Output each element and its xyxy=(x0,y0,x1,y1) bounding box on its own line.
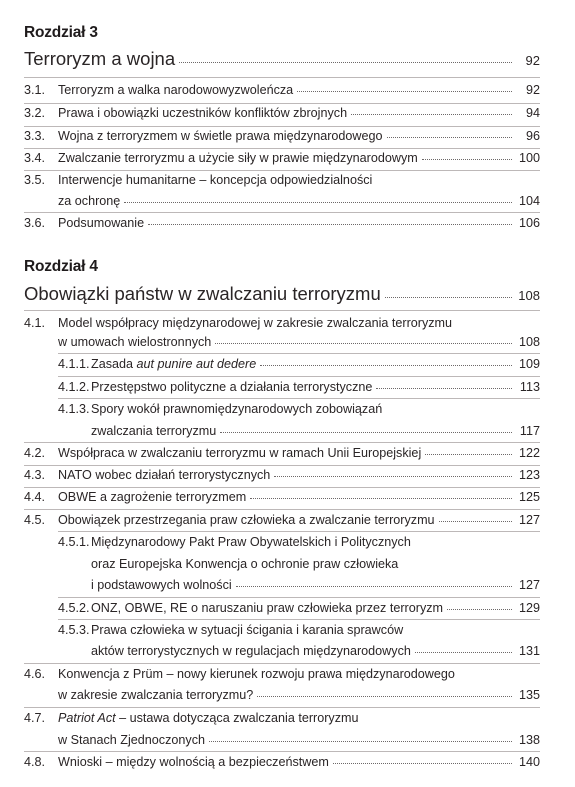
toc-entry-4-5-3-line1 xyxy=(58,623,540,637)
divider xyxy=(24,487,540,488)
entry-number: 4.1.2. xyxy=(58,380,90,394)
entry-page: 135 xyxy=(518,688,540,702)
entry-number: 3.5. xyxy=(24,173,46,187)
entry-title: Prawa człowieka w sytuacji ścigania i karania sprawców xyxy=(91,623,404,637)
entry-number: 4.1.3. xyxy=(58,402,90,416)
leader-dots xyxy=(415,652,512,653)
entry-number: 4.7. xyxy=(24,711,46,725)
entry-page: 122 xyxy=(518,446,540,460)
entry-number: 4.1. xyxy=(24,316,46,330)
divider xyxy=(24,465,540,466)
entry-title-continued: zwalczania terroryzmu xyxy=(91,424,217,438)
toc-entry-4-3 xyxy=(24,468,540,482)
entry-title: Interwencje humanitarne – koncepcja odpowiedzialności xyxy=(58,173,373,187)
leader-dots xyxy=(236,586,512,587)
divider xyxy=(24,310,540,311)
divider xyxy=(24,509,540,510)
divider xyxy=(24,442,540,443)
divider xyxy=(24,663,540,664)
entry-title: Przestępstwo polityczne a działania terrorystyczne xyxy=(91,380,373,394)
entry-number: 4.3. xyxy=(24,468,46,482)
toc-entry-4-1-3-line2 xyxy=(91,424,540,438)
entry-title: Konwencja z Prüm – nowy kierunek rozwoju prawa międzynarodowego xyxy=(58,667,455,681)
entry-number: 3.4. xyxy=(24,151,46,165)
leader-dots xyxy=(422,159,512,160)
entry-page: 94 xyxy=(525,106,540,120)
leader-dots xyxy=(220,432,512,433)
entry-number: 4.5.2. xyxy=(58,601,90,615)
entry-number: 4.5.3. xyxy=(58,623,90,637)
entry-title-continued: aktów terrorystycznych w regulacjach międzynarodowych xyxy=(91,644,411,658)
entry-number: 4.2. xyxy=(24,446,46,460)
toc-entry-3-3 xyxy=(24,129,540,143)
entry-title-plain: Zasada xyxy=(91,357,137,371)
divider xyxy=(24,77,540,78)
toc-entry-4-6-line2 xyxy=(58,688,540,702)
entry-page: 100 xyxy=(518,151,540,165)
entry-number: 4.1.1. xyxy=(58,357,90,371)
divider xyxy=(58,597,540,598)
divider xyxy=(24,170,540,171)
entry-title-italic: Patriot Act xyxy=(58,711,116,725)
toc-entry-4-6-line1 xyxy=(24,667,540,681)
leader-dots xyxy=(385,297,512,298)
divider xyxy=(58,619,540,620)
leader-dots xyxy=(274,476,512,477)
toc-entry-4-7-line2 xyxy=(58,733,540,747)
toc-entry-4-4 xyxy=(24,490,540,504)
leader-dots xyxy=(260,365,512,366)
toc-entry-3-5-line2 xyxy=(58,194,540,208)
entry-title-continued: oraz Europejska Konwencja o ochronie praw człowieka xyxy=(91,557,399,571)
entry-title: Współpraca w zwalczaniu terroryzmu w ramach Unii Europejskiej xyxy=(58,446,422,460)
entry-title-plain: – ustawa dotycząca zwalczania terroryzmu xyxy=(115,711,359,725)
entry-title-continued: za ochronę xyxy=(58,194,121,208)
divider xyxy=(24,751,540,752)
toc-entry-3-2 xyxy=(24,106,540,120)
leader-dots xyxy=(439,521,512,522)
divider xyxy=(24,707,540,708)
entry-page: 138 xyxy=(518,733,540,747)
toc-entry-4-5-1-line3 xyxy=(91,578,540,592)
entry-title: Obowiązek przestrzegania praw człowieka a zwalczanie terroryzmu xyxy=(58,513,435,527)
toc-entry-3-1 xyxy=(24,83,540,97)
toc-entry-3-4 xyxy=(24,151,540,165)
entry-number: 3.3. xyxy=(24,129,46,143)
entry-title: Wojna z terroryzmem w świetle prawa międzynarodowego xyxy=(58,129,383,143)
toc-entry-4-7-line1 xyxy=(24,711,540,725)
toc-entry-4-1-line1 xyxy=(24,316,540,330)
entry-page: 104 xyxy=(518,194,540,208)
entry-title xyxy=(91,357,256,371)
entry-page: 123 xyxy=(518,468,540,482)
entry-title-continued: i podstawowych wolności xyxy=(91,578,232,592)
divider xyxy=(58,398,540,399)
leader-dots xyxy=(425,454,512,455)
chapter-3-title-row xyxy=(24,48,540,70)
entry-number: 3.1. xyxy=(24,83,46,97)
toc-entry-3-5-line1 xyxy=(24,173,540,187)
leader-dots xyxy=(179,62,512,63)
entry-title: Zwalczanie terroryzmu a użycie siły w prawie międzynarodowym xyxy=(58,151,418,165)
entry-page: 140 xyxy=(518,755,540,769)
toc-entry-4-8 xyxy=(24,755,540,769)
entry-title: ONZ, OBWE, RE o naruszaniu praw człowieka przez terroryzm xyxy=(91,601,444,615)
chapter-3-title: Terroryzm a wojna xyxy=(24,48,176,69)
toc-entry-4-1-2 xyxy=(58,380,540,394)
toc-entry-4-1-1 xyxy=(58,357,540,371)
entry-title: Spory wokół prawnomiędzynarodowych zobowiązań xyxy=(91,402,383,416)
entry-title-continued: w zakresie zwalczania terroryzmu? xyxy=(58,688,254,702)
entry-title: NATO wobec działań terrorystycznych xyxy=(58,468,271,482)
entry-page: 117 xyxy=(519,424,540,438)
entry-title: Prawa i obowiązki uczestników konfliktów zbrojnych xyxy=(58,106,348,120)
entry-page: 131 xyxy=(518,644,540,658)
entry-page: 129 xyxy=(518,601,540,615)
entry-page: 92 xyxy=(525,83,540,97)
leader-dots xyxy=(333,763,512,764)
divider xyxy=(58,376,540,377)
entry-title: Terroryzm a walka narodowowyzwoleńcza xyxy=(58,83,294,97)
entry-title-italic: aut punire aut dedere xyxy=(136,357,257,371)
leader-dots xyxy=(297,91,512,92)
entry-page: 125 xyxy=(518,490,540,504)
entry-number: 4.5. xyxy=(24,513,46,527)
entry-title-continued: w Stanach Zjednoczonych xyxy=(58,733,206,747)
chapter-3-label: Rozdział 3 xyxy=(24,24,98,41)
toc-entry-4-2 xyxy=(24,446,540,460)
toc-entry-4-5-1-line2 xyxy=(91,557,540,571)
entry-number: 3.6. xyxy=(24,216,46,230)
chapter-4-label: Rozdział 4 xyxy=(24,258,98,275)
leader-dots xyxy=(209,741,512,742)
chapter-4-title: Obowiązki państw w zwalczaniu terroryzmu xyxy=(24,283,381,304)
toc-entry-4-5-1-line1 xyxy=(58,535,540,549)
leader-dots xyxy=(148,224,512,225)
leader-dots xyxy=(124,202,512,203)
divider xyxy=(24,212,540,213)
entry-title: Model współpracy międzynarodowej w zakresie zwalczania terroryzmu xyxy=(58,316,453,330)
leader-dots xyxy=(250,498,512,499)
entry-page: 109 xyxy=(518,357,540,371)
entry-title: Międzynarodowy Pakt Praw Obywatelskich i Politycznych xyxy=(91,535,411,549)
entry-title: Wnioski – między wolnością a bezpieczeństwem xyxy=(58,755,329,769)
entry-page: 127 xyxy=(518,578,540,592)
chapter-4-title-row xyxy=(24,283,540,305)
leader-dots xyxy=(376,388,512,389)
leader-dots xyxy=(447,609,512,610)
entry-title-continued: w umowach wielostronnych xyxy=(58,335,212,349)
divider xyxy=(24,126,540,127)
leader-dots xyxy=(351,114,512,115)
entry-page: 108 xyxy=(518,335,540,349)
divider xyxy=(24,148,540,149)
divider xyxy=(58,531,540,532)
entry-title: Podsumowanie xyxy=(58,216,145,230)
entry-page: 113 xyxy=(519,380,540,394)
entry-number: 3.2. xyxy=(24,106,46,120)
chapter-3-page: 92 xyxy=(525,53,540,68)
entry-number: 4.8. xyxy=(24,755,46,769)
toc-entry-4-1-3-line1 xyxy=(58,402,540,416)
leader-dots xyxy=(257,696,512,697)
entry-number: 4.4. xyxy=(24,490,46,504)
leader-dots xyxy=(215,343,512,344)
entry-number: 4.6. xyxy=(24,667,46,681)
entry-number: 4.5.1. xyxy=(58,535,90,549)
entry-page: 96 xyxy=(525,129,540,143)
toc-entry-4-1-line2 xyxy=(58,335,540,349)
leader-dots xyxy=(387,137,512,138)
entry-title: OBWE a zagrożenie terroryzmem xyxy=(58,490,247,504)
entry-page: 106 xyxy=(518,216,540,230)
entry-page: 127 xyxy=(518,513,540,527)
toc-entry-3-6 xyxy=(24,216,540,230)
chapter-4-page: 108 xyxy=(518,288,540,303)
toc-entry-4-5-2 xyxy=(58,601,540,615)
toc-entry-4-5 xyxy=(24,513,540,527)
toc-entry-4-5-3-line2 xyxy=(91,644,540,658)
divider xyxy=(24,103,540,104)
divider xyxy=(58,353,540,354)
